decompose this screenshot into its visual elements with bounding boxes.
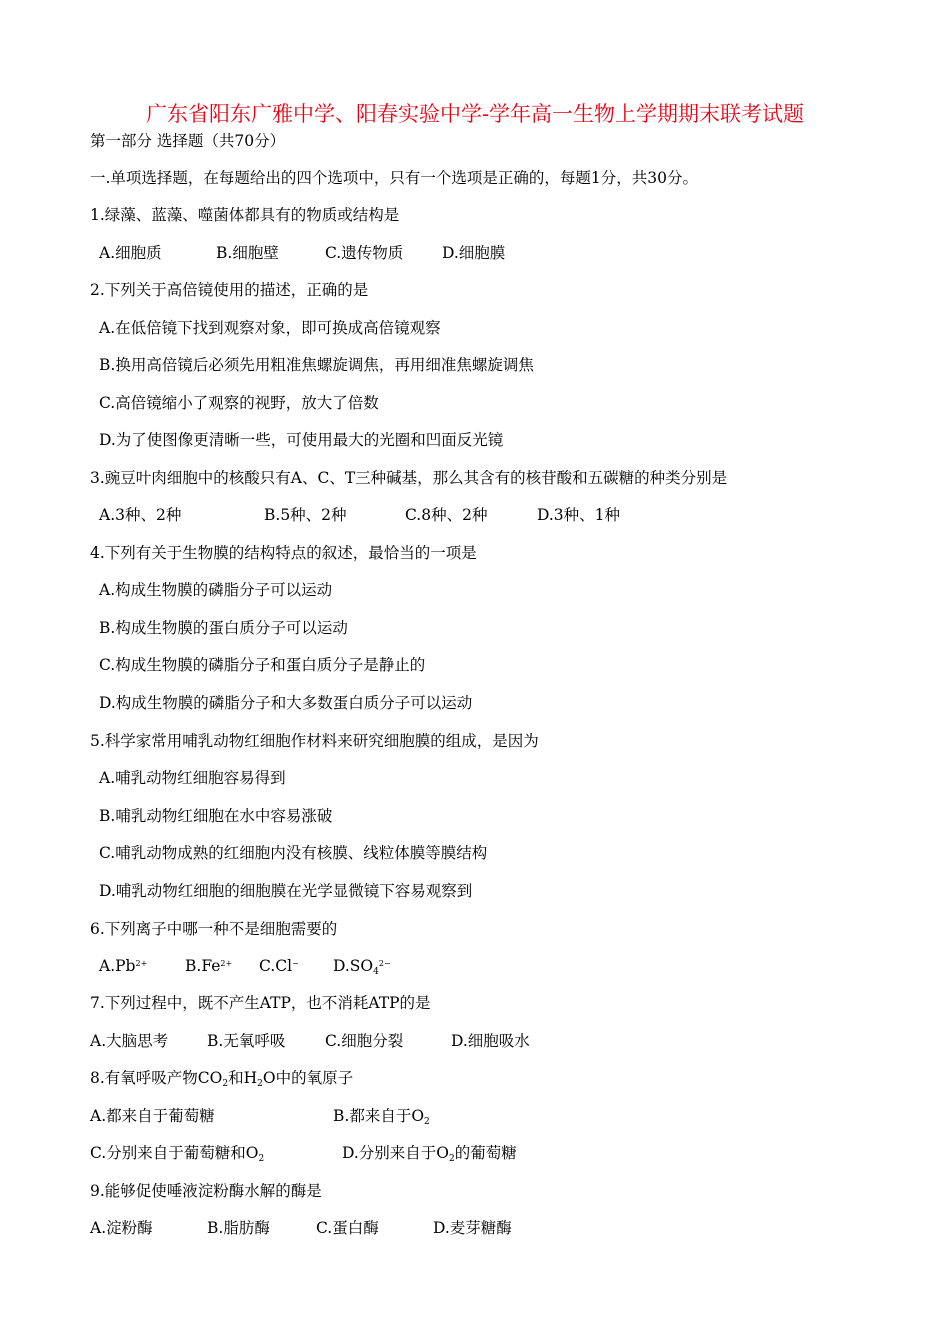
question-stem: 1.绿藻、蓝藻、噬菌体都具有的物质或结构是 — [90, 206, 400, 224]
question-stem: 2.下列关于高倍镜使用的描述，正确的是 — [90, 281, 369, 299]
option-c: C.分别来自于葡萄糖和$O_2$ — [90, 1144, 265, 1164]
option-a: A.构成生物膜的磷脂分子可以运动 — [99, 581, 333, 599]
option-a: A.大脑思考 — [90, 1032, 169, 1050]
question-stem: 3.豌豆叶肉细胞中的核酸只有A、C、T三种碱基，那么其含有的核苷酸和五碳糖的种类分别是 — [90, 469, 728, 487]
option-d: D.麦芽糖酶 — [433, 1219, 512, 1237]
option-d: D.为了使图像更清晰一些，可使用最大的光圈和凹面反光镜 — [99, 431, 504, 449]
question-stem: 7.下列过程中，既不产生ATP，也不消耗ATP的是 — [90, 994, 431, 1012]
option-c: C.8种、2种 — [405, 506, 488, 524]
option-d: $D.SO_4^{2-}$ — [333, 957, 391, 977]
option-c: C.高倍镜缩小了观察的视野，放大了倍数 — [99, 394, 379, 412]
option-b: B.脂肪酶 — [207, 1219, 270, 1237]
option-c: C.细胞分裂 — [325, 1032, 404, 1050]
option-a: A.淀粉酶 — [90, 1219, 153, 1237]
option-a: A.哺乳动物红细胞容易得到 — [99, 769, 286, 787]
question-stem: 9.能够促使唾液淀粉酶水解的酶是 — [90, 1182, 322, 1200]
option-c: C.构成生物膜的磷脂分子和蛋白质分子是静止的 — [99, 656, 426, 674]
option-b: B.细胞壁 — [216, 244, 279, 262]
exam-title: 广东省阳东广雅中学、阳春实验中学-学年高一生物上学期期末联考试题 — [145, 102, 805, 126]
question-stem: 4.下列有关于生物膜的结构特点的叙述，最恰当的一项是 — [90, 544, 477, 562]
option-c: C.Cl− — [259, 957, 299, 975]
option-b: B.都来自于$O_2$ — [333, 1107, 430, 1127]
option-d: D.构成生物膜的磷脂分子和大多数蛋白质分子可以运动 — [99, 694, 473, 712]
option-a: A.都来自于葡萄糖 — [90, 1107, 215, 1125]
option-d: D.3种、1种 — [537, 506, 621, 524]
option-d: D.哺乳动物红细胞的细胞膜在光学显微镜下容易观察到 — [99, 882, 473, 900]
question-stem: 8.有氧呼吸产物$CO_2$和$H_2O$中的氧原子 — [90, 1069, 354, 1089]
option-b: B.无氧呼吸 — [207, 1032, 286, 1050]
option-a: A.在低倍镜下找到观察对象，即可换成高倍镜观察 — [99, 319, 441, 337]
option-c: C.哺乳动物成熟的红细胞内没有核膜、线粒体膜等膜结构 — [99, 844, 488, 862]
option-a: $A.Pb^{2+}$ — [99, 957, 148, 975]
option-b: B.5种、2种 — [264, 506, 347, 524]
option-b: $B.Fe^{2+}$ — [185, 957, 233, 975]
option-d: D.细胞吸水 — [451, 1032, 530, 1050]
option-c: C.遗传物质 — [325, 244, 404, 262]
option-c: C.蛋白酶 — [316, 1219, 379, 1237]
option-b: B.换用高倍镜后必须先用粗准焦螺旋调焦，再用细准焦螺旋调焦 — [99, 356, 534, 374]
option-a: A.3种、2种 — [99, 506, 182, 524]
option-b: B.构成生物膜的蛋白质分子可以运动 — [99, 619, 348, 637]
section-instructions: 一.单项选择题，在每题给出的四个选项中，只有一个选项是正确的，每题1分，共30分。 — [90, 169, 699, 187]
option-d: D.细胞膜 — [442, 244, 506, 262]
option-b: B.哺乳动物红细胞在水中容易涨破 — [99, 807, 333, 825]
option-a: A.细胞质 — [99, 244, 162, 262]
option-d: D.分别来自于$O_2$的葡萄糖 — [342, 1144, 517, 1164]
question-stem: 6.下列离子中哪一种不是细胞需要的 — [90, 920, 338, 938]
question-stem: 5.科学家常用哺乳动物红细胞作材料来研究细胞膜的组成，是因为 — [90, 732, 539, 750]
part-heading: 第一部分 选择题（共70分） — [90, 132, 286, 150]
